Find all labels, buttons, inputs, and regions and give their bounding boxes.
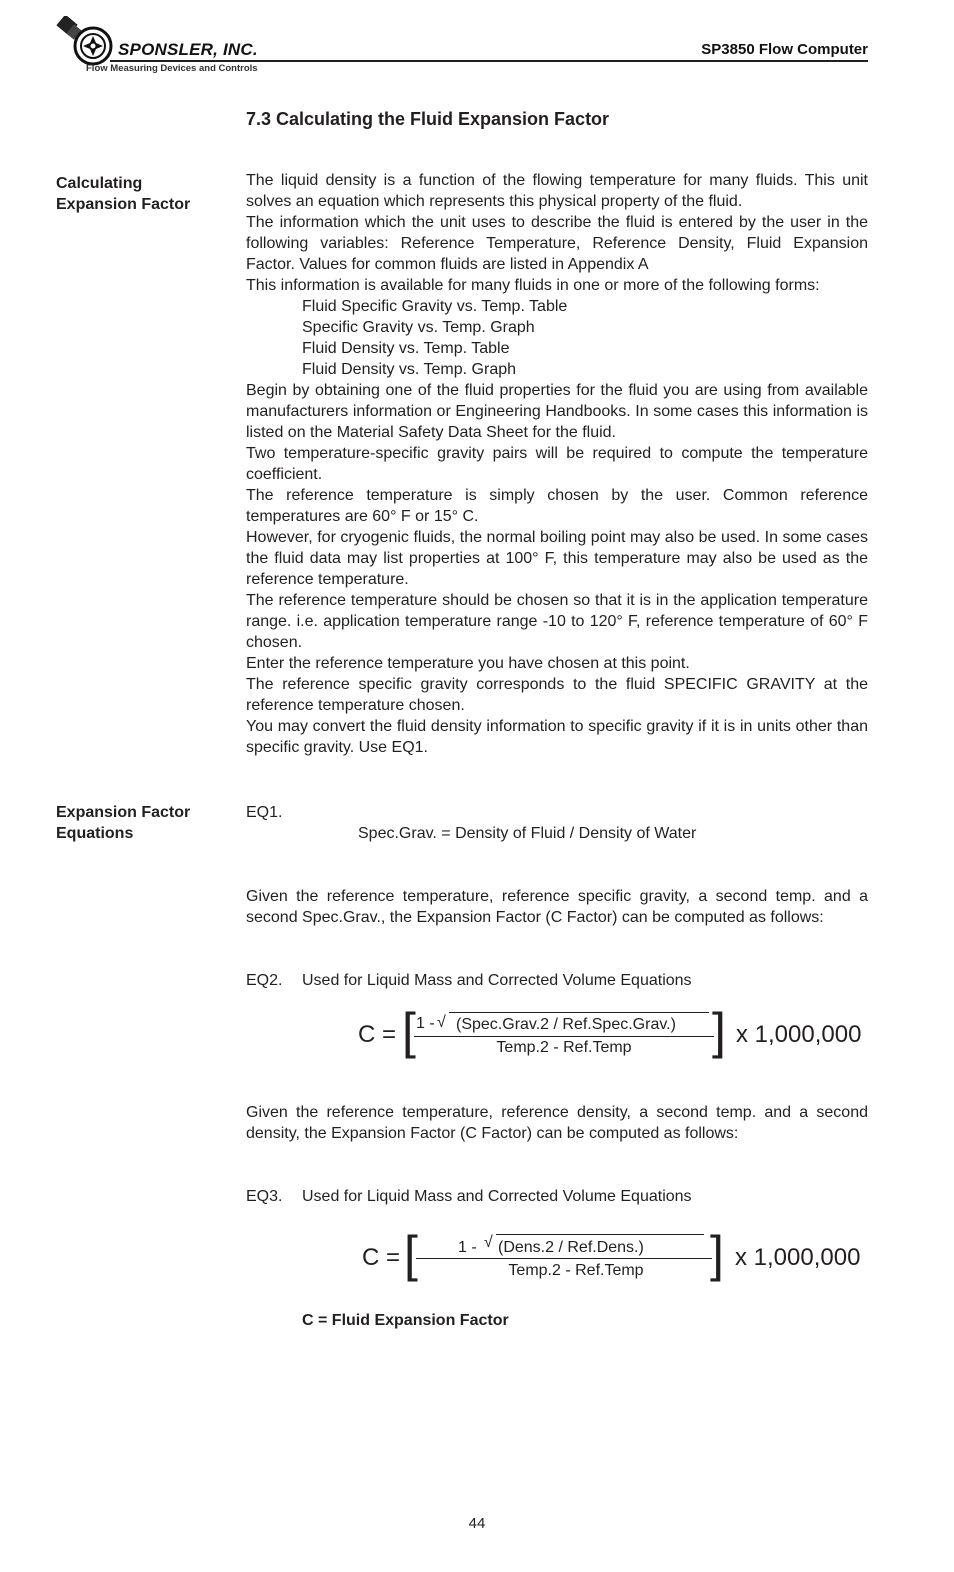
- eq2-numerator-prefix: 1 -: [416, 1015, 435, 1032]
- eq2-radicand: (Spec.Grav.2 / Ref.Spec.Grav.): [456, 1016, 676, 1033]
- paragraph: The liquid density is a function of the flowing temperature for many fluids. This unit solves an equation which represents this physical property of the fluid.: [246, 172, 868, 210]
- eq3-lhs: C =: [362, 1244, 401, 1271]
- paragraph: Enter the reference temperature you have chosen at this point.: [246, 655, 690, 672]
- sidebar-heading-line: Equations: [56, 825, 134, 842]
- list-item: Specific Gravity vs. Temp. Graph: [302, 319, 535, 336]
- sidebar-heading-line: Expansion Factor: [56, 196, 191, 213]
- paragraph: The reference temperature should be chosen so that it is in the application temperature range. i.e. application temperature range -10 to 120° F, reference temperature of 60° F chosen.: [246, 592, 868, 651]
- page-number: 44: [468, 1515, 486, 1532]
- sidebar-heading-equations: [56, 802, 190, 844]
- eq3-denominator: Temp.2 - Ref.Temp: [508, 1262, 644, 1279]
- right-bracket: ]: [710, 1226, 724, 1282]
- section-heading: 7.3 Calculating the Fluid Expansion Factor: [246, 109, 610, 129]
- eq3-label: EQ3.: [246, 1188, 283, 1205]
- left-bracket: [: [402, 1003, 416, 1059]
- eq2-multiplier: x 1,000,000: [736, 1021, 862, 1048]
- paragraph: You may convert the fluid density information to specific gravity if it is in units other than specific gravity. Use EQ1.: [246, 718, 868, 756]
- sidebar-heading-calculating: [56, 173, 190, 215]
- eq3-multiplier: x 1,000,000: [735, 1244, 861, 1271]
- paragraph: The reference specific gravity corresponds to the fluid SPECIFIC GRAVITY at the reference temperature chosen.: [246, 676, 868, 714]
- eq2-lhs: C =: [358, 1021, 397, 1048]
- eq2-denominator: Temp.2 - Ref.Temp: [496, 1039, 632, 1056]
- paragraph: The information which the unit uses to describe the fluid is entered by the user in the following variables: Reference Temperature, Reference Density, Fluid Expansion Factor. Values for common fluids are listed in Appendix A: [246, 214, 868, 273]
- fraction-bar: [416, 1258, 712, 1259]
- sqrt-symbol: √: [484, 1234, 493, 1251]
- sidebar-heading-line: Expansion Factor: [56, 804, 191, 821]
- paragraph: The reference temperature is simply chosen by the user. Common reference temperatures are 60° F or 15° C.: [246, 487, 868, 525]
- brand-name: SPONSLER, INC.: [118, 40, 258, 59]
- eq1-label: EQ1.: [246, 804, 283, 821]
- list-item: Fluid Specific Gravity vs. Temp. Table: [302, 298, 568, 315]
- paragraph: Begin by obtaining one of the fluid properties for the fluid you are using from available manufacturers information or Engineering Handbooks. In some cases this information is listed on the Material Safety Data Sheet for the fluid.: [246, 382, 868, 441]
- left-bracket: [: [404, 1226, 418, 1282]
- eq3-radicand: (Dens.2 / Ref.Dens.): [498, 1239, 644, 1256]
- header-rule: [110, 60, 868, 62]
- eq2-description: Used for Liquid Mass and Corrected Volume Equations: [302, 972, 692, 989]
- eq3-numerator-prefix: 1 -: [458, 1239, 477, 1256]
- paragraph: This information is available for many fluids in one or more of the following forms:: [246, 277, 820, 294]
- brand-tagline: Flow Measuring Devices and Controls: [86, 63, 258, 74]
- eq3-description: Used for Liquid Mass and Corrected Volume Equations: [302, 1188, 692, 1205]
- eq2-label: EQ2.: [246, 972, 283, 989]
- list-item: Fluid Density vs. Temp. Table: [302, 340, 510, 357]
- fraction-bar: [414, 1036, 714, 1037]
- paragraph-eq3-intro: Given the reference temperature, reference density, a second temp. and a second density, the Expansion Factor (C Factor) can be computed as follows:: [246, 1104, 868, 1142]
- eq1-formula: Spec.Grav. = Density of Fluid / Density of Water: [358, 825, 697, 842]
- list-item: Fluid Density vs. Temp. Graph: [302, 361, 517, 378]
- sqrt-symbol: √: [437, 1014, 446, 1031]
- definition-c: C = Fluid Expansion Factor: [302, 1312, 509, 1329]
- paragraph-eq2-intro: Given the reference temperature, reference specific gravity, a second temp. and a second Spec.Grav., the Expansion Factor (C Factor) can be computed as follows:: [246, 888, 868, 926]
- sqrt-overline: [449, 1012, 709, 1013]
- paragraph: However, for cryogenic fluids, the normal boiling point may also be used. In some cases the fluid data may list properties at 100° F, this temperature may also be used as the reference temperature.: [246, 529, 868, 588]
- sidebar-heading-line: Calculating: [56, 175, 143, 192]
- right-bracket: ]: [712, 1003, 726, 1059]
- body-text: [246, 170, 868, 758]
- paragraph: Two temperature-specific gravity pairs will be required to compute the temperature coefficient.: [246, 445, 868, 483]
- document-title: SP3850 Flow Computer: [701, 41, 868, 58]
- sqrt-overline: [496, 1234, 704, 1235]
